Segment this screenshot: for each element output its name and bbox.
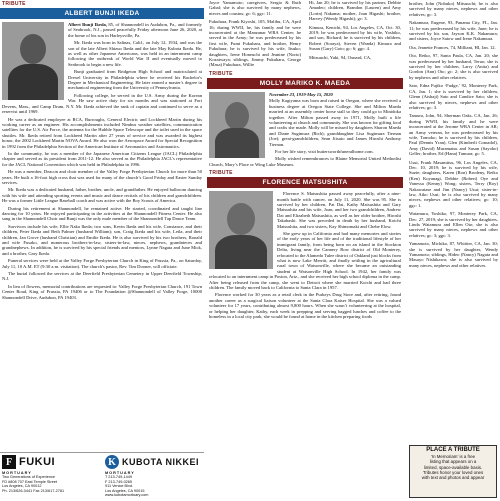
ad-kubota-mortuary[interactable] <box>105 453 204 501</box>
place-a-tribute-line: limited, space-available basis. <box>423 464 483 470</box>
obituary-entry: Joyce Yamamoto; caregivers, Sergio & Ruth Gabal; she is also survived by many nephews, nieces and cousins; gc: 6; ggc: 11. <box>209 0 301 16</box>
obituary-entry: Sato, Edna Fujiko ‘Fudge,’ 92, Monterey Park, CA, Jan. 1; she is survived by her children, Glenn (Aishaji) Sato and Candice Sato; she is also survived by nieces, nephews and other relatives; gc: 3. <box>409 83 498 110</box>
kubota-line: Los Angeles, CA 90015 <box>105 488 145 493</box>
paragraph: In lieu of flowers, memorial contributions are requested to: Valley Forge Presbyterian Church, 191 Town Center Road, King of Prussia, PA 19406 or to The Foundation @Shannondell of Valley Forge, 10000 Shannondell Drive, Audubon, PA 19403. <box>2 283 202 300</box>
paragraph: Mr. Ikeda was a dedicated husband, father, brother, uncle, and grandfather. He enjoyed ballroom dancing with his wife and attending sporting events and music and dance recitals of his children and grandchildren. He was a former Little League Baseball coach and was active with the Boy Scouts of America. <box>2 187 202 204</box>
paragraph: Funeral services were held at the Valley Forge Presbyterian Church in King of Prussia, Pa., on Saturday, July 11, 10 A.M. ET (9:30 a.m. visitation). The church's pastor, Rev. Tim Dooner, will officiate. <box>2 258 202 269</box>
life-dates: November 23, 1919-May 15, 2020 <box>269 91 333 97</box>
kubota-line: F 213-749-0265 <box>105 479 133 484</box>
kubota-line: 911 Venice Blvd. <box>105 484 134 489</box>
obituary-entry: Ota, Jeanette Frances, 74, Milliani, HI, Jan. 12. <box>409 44 496 50</box>
obituary-banner-maeda: MOLLY MARIKO K. MAEDA <box>207 78 403 89</box>
column-ikeda <box>0 0 204 500</box>
paragraph: In the community, he was a member of the Japanese American Citizens League (JACL) Philadelphia chapter and served as its president from 2011-12. He also served as the Philadelphia JACL’s representative for the JACL National Convention which was held in Philadelphia in 1996. <box>2 150 202 167</box>
kubota-sub: MORTUARY <box>105 471 135 475</box>
paragraph: He was a member, Deacon and choir member of the Valley Forge Presbyterian Church for more than 50 years. He built a 16-foot high cross that was used for many of the church’s Good Friday and Easter Sunday services. <box>2 169 202 185</box>
obituary-entry: Kimura, Kenichi, 94, Los Angeles, CA, Oct. 30, 2019; he was predeceased by his wife, Yoshiko, and son, Richard; he is survived by his children, Robert (Soraya), Steven (Wanda) Kimura and Susan (Gary) Goto; gc: 6; ggc: 4. <box>309 24 401 52</box>
obituary-entry: Watamura, Yoshiko, 97, Monterey Park, CA, Dec. 27, 2019; she is survived by her daughters, Linda Watamura and Ellen Oto; she is also survived by many nieces, nephews and other relatives; gc: 3; ggc: 3. <box>409 211 498 238</box>
kubota-logo-icon: K <box>105 455 119 469</box>
paragraph: Florence worked for 30 years as a retail clerk in the Purkeys Drug Store and, after retiring, found another career as a surgical liaison volunteer at the Santa Clara Kaiser Hospital. She was a valued volunteer for 17 years, contributing almost 9,800 hours. When she wasn’t volunteering at the hospital, or helping her daughter, Kathy, each week in prepping and serving bagged lunches and coffee to the homeless in a local city park, she would be found at home in the kitchen preparing foods <box>209 292 401 320</box>
place-a-tribute-line: ‘In Memoriam’ is a free <box>430 454 476 460</box>
place-a-tribute-line: Tributes honor your loved ones <box>422 469 484 475</box>
paragraph: Florence S. Matsushita passed away peacefully, after a nine-month battle with cancer, on July 11, 2020. She was 95. She is survived by her children, Pat Dai, Kathy Matsushita and Gary Matsushita and his wife, Joan, and her two grandchildren, Andrew Dai and Elizabeth Matsushita, as well as her older brother, Hiroshi Takahashi. She was preceded in death by her husband, Koichi Matsushita, and two sisters, Kay Shimomaki and Chebe Elow. <box>277 191 401 229</box>
ad-fukui-mortuary[interactable] <box>2 453 102 501</box>
place-a-tribute-line: listing that appears on a <box>429 459 477 465</box>
obituary-entry: Usui, Frank Masamitsu, 96, Los Angeles, CA, Dec. 10, 2019; he is survived by his wife, Suzie; daughters, Karen (Ron) Brodeny, Reiko (Ken) Koyanagi, Debbie (Robert) Oye and Vanessa (Kenny) Wong; sisters, Terry (Roy) Nakawatase and Jim (Nancy) Usui; sister-in-law, Aiko Usui; he is also survived by many nieces, nephews and other relatives; gc: 10; ggc: 1. <box>409 159 498 208</box>
obituary-entry: Fukuhara, Frank Kiyoshi, 105, Malibu, CA, April 16; during WWII, he, his family and he were incarcerated at the Manzanar WRA Center; he served in the Army; he was predeceased by his first wife, Fumi Fukuhara, and brother, Henry Fukuhara; he is survived by his wife, Itsuko; daughters, Irene Honeuchi and Jeanine (Norio) Kozaiwaya; siblings, Jimmy Fukuhara, George (Masa) Fukuhara, Willie <box>209 19 301 68</box>
tribute-tag: TRIBUTE <box>209 70 233 77</box>
obituary-body-matsushita <box>207 191 403 319</box>
paragraph: Bunji graduated from Bridgeton High School and matriculated at Drexel University in Philadelphia where he received his Bachelor's Degree in Mechanical Engineering. He later earned a master's degree in mechanical engineering from the University of Pennsylvania. <box>68 69 202 91</box>
obituary-body-ikeda <box>0 22 204 300</box>
paragraph: Molly wished remembrances to Blaine Memorial United Methodist Church, Mary’s Place or Wing Luke Museum. <box>209 156 401 167</box>
paragraph: Molly Kagiyama was born and raised in Oregon, where she received a business degree at Oregon State College. She and Milton Maeda married at an assembly center horse stall so they could go to Minidoka together. After Milton passed away in 1971, Molly built a life volunteering at church and community. She was known for gifting food and crafts she made. Molly will be missed by daughters Sharon Maeda and Diane Sugimura (Rich); granddaughter Lisa Sugimura Tiernan (Joe); great-grandchildren, Sean Jitsuto and James Hiroshi Anthony Tiernan. <box>269 98 401 147</box>
paragraph: Following college, he served in the U.S. Army during the Korean War. He saw active duty for six months and was stationed at Fort Devens, Mass., and Camp Drum, N.Y. Mr. Ikeda achieved the rank of captain and continued to serve as a reservist until 1969. <box>2 92 202 115</box>
mortuary-ads <box>0 452 204 501</box>
paragraph: He was a dedicated employee at RCA, Burroughs, General Electric and Lockheed Martin during his working career as an engineer. His accomplishments included Nimbus weather satellites, communication satellites for the U.S. Air Force, the antenna for the Hubble Space Telescope and the toilet used in the space shuttles. Mr. Ikeda retired from Lockheed Martin after 27 years of service and was awarded its highest honor, the 2002 Lockheed Martin NOVA Award. He also won the Aerospace Award for Special Recognition in 1992 from the Philadelphia Section of the American Institute of Aeronautics and Astronautics. <box>2 116 202 149</box>
lead-text: 85, of Shannondell in Audubon, Pa., and formerly of Seabrook, N.J., passed peacefully Friday afternoon June 26, 2020, at the home of his son in Harleysville, Pa. <box>68 22 202 38</box>
place-a-tribute-line: with text and photos and appear <box>421 475 485 481</box>
obituary-entry: Yamamoto, Michiko, 87, Whittier, CA, Jan. 30; she is survived by her daughter, Wendy Yamamoto; siblings, Hideo (Nancy) Nagata and Masayo Nishikawa; she is also survived by many nieces, nephews and other relatives. <box>409 241 498 268</box>
portrait-photo-maeda <box>209 92 265 158</box>
obituary-entry: Nakamura, Eugene, 93, Panama City, FL, Jan. 11; he was predeceased by his wife, June; he is survived by his son, Jayson K.K. Nakamura; and sisters, Joyce Satow and Irene Nakamura. <box>409 20 498 42</box>
lead-name: Albert Bunji Ikeda, <box>68 22 107 27</box>
obituary-banner-matsushita: FLORENCE MATSUSHITA <box>207 177 403 188</box>
paragraph: During his retirement at Shannondell, he remained active. He started, coordinated and taught line dancing for 10 years. He enjoyed participating in the activities at the Shannondell Fitness Center. He also sang in the Shannondell Choir and Bunji was the only male member of the Shannondell Tap Dance Team. <box>2 205 202 222</box>
tribute-tag: TRIBUTE <box>2 1 26 7</box>
obituary-entry: Oto, Reiko, 97, Santa Paula, CA, Jan. 20; she was predeceased by her husband, Teruo; she is survived by her children, Larry (Anita) and Gordon (Ann) Oto; gc: 2; she is also survived by nephews and other relatives. <box>409 53 498 80</box>
obituary-entry: Tamura, John, 94, Sherman Oaks, CA, Jan. 26; during WWII, his family and he were incarcerated at the Jerome WRA Center in AR; an Army veteran, he was predeceased by his wife, Tomoko; he is survived by his children, Paul (Dennis Yran), Glen (Kimberli Comadol), Amy (David) Muramatsu and Susan (Sayoko) Geller; brother, Ed (Hana) Tamura; gc: 5. <box>409 113 498 157</box>
obituary-entry: Hi, Jan 20; he is survived by his partner, Debbie Amadeo; children, Brandon (Lauren) and Amy (Lorin) Nakama; mother, Joan Higashi; brother, Harvey (Wendy Higashi); gc: 3. <box>309 0 401 22</box>
fukui-logo-icon: F <box>2 455 16 469</box>
obituary-entry: brother, John (Nobuko) Mitsuuchi; he is also survived by many nieces, nephews and other relatives; gc: 3. <box>409 1 498 17</box>
kubota-line: T 213-749-1449 <box>105 475 132 480</box>
place-a-tribute-box[interactable] <box>409 445 497 498</box>
paragraph: She grew up in California and had many memories and stories of the early years of her life and of the traditional lifestyle of her immigrant family, from being born on an island in the Stockton Delta, living near the Cannery Row district of Old Monterey, relocated to the Alameda Tulee district of Oakland just blocks from what is now Lake Merritt, and finally settling in the agricultural rural town of Watsonville, where she became an outstanding student at Watsonville High School. In 1942, her family was relocated to an internment camp in Poston, Ariz., and she received her high school diploma in the camp. After being released from the camp, she went to Detroit where she married Koichi and had three children. The family moved back to California to Santa Clara in 1957. <box>209 231 401 291</box>
kubota-line: www.kubotamortuary.com <box>105 493 149 498</box>
place-a-tribute-title: PLACE A TRIBUTE <box>426 447 480 453</box>
paragraph: Survivors include his wife, Ellie Naka Ikeda; two sons, Kevin Ikeda and his wife, Constance, and their children, Peter Ikeda and Beth Palmer (husband William); son, Craig Ikeda and his wife, Leila, and their children, Jan Grove (husband Christian) and Emilie Ikeda. He is also survived by his two brothers, Ronald and wife Fusako, and numerous brothers-in-law, sisters-in-law, nieces, nephews, grandnieces and grandnephews. In addition, he is survived by his special friends and mentors, Lynne Nagata and June Mick, and a brother, Gary Ikeda. <box>2 223 202 256</box>
fukui-sub: MORTUARY <box>2 471 32 475</box>
portrait-photo-ikeda <box>2 22 64 100</box>
paragraph: For her life story, visit buttersworthfuneralhome.com. <box>275 148 374 154</box>
portrait-photo-matsushita <box>209 191 273 269</box>
fukui-name: FUKUI <box>19 456 56 468</box>
column-listings <box>407 0 500 500</box>
fukui-line: Two Generations of Experience <box>2 475 55 480</box>
tribute-tag: TRIBUTE <box>209 170 233 177</box>
obituary-entry: Mitsuuchi, Yuki, 94, Oxnard, CA, <box>309 54 372 60</box>
paragraph: The burial followed the services at the Deerfield Presbyterian Cemetery in Upper Deerfield Township, N.J. <box>2 271 202 282</box>
kubota-name: KUBOTA NIKKEI <box>122 457 199 467</box>
fukui-line: Los Angeles, CA 90012 <box>2 484 42 489</box>
column-middle <box>207 0 403 500</box>
paragraph: Mr. Ikeda was born in Salinas, Calif., on July 12, 1934, and was the son of the late Albert Shizuo Ikeda and the late May Kubota Ikeda. He, as well as other Japanese Americans, was held in an internment camp following the outbreak of World War II and eventually moved to Seabrook to begin a new life. <box>68 40 202 67</box>
obituary-body-maeda <box>207 92 403 167</box>
obituary-banner-ikeda: ALBERT BUNJI IKEDA <box>0 8 204 19</box>
fukui-line: Ph. 213/626-0441 Fax 213/617-2781 <box>2 488 65 493</box>
fukui-line: FD #808 707 East Temple Street <box>2 479 58 484</box>
